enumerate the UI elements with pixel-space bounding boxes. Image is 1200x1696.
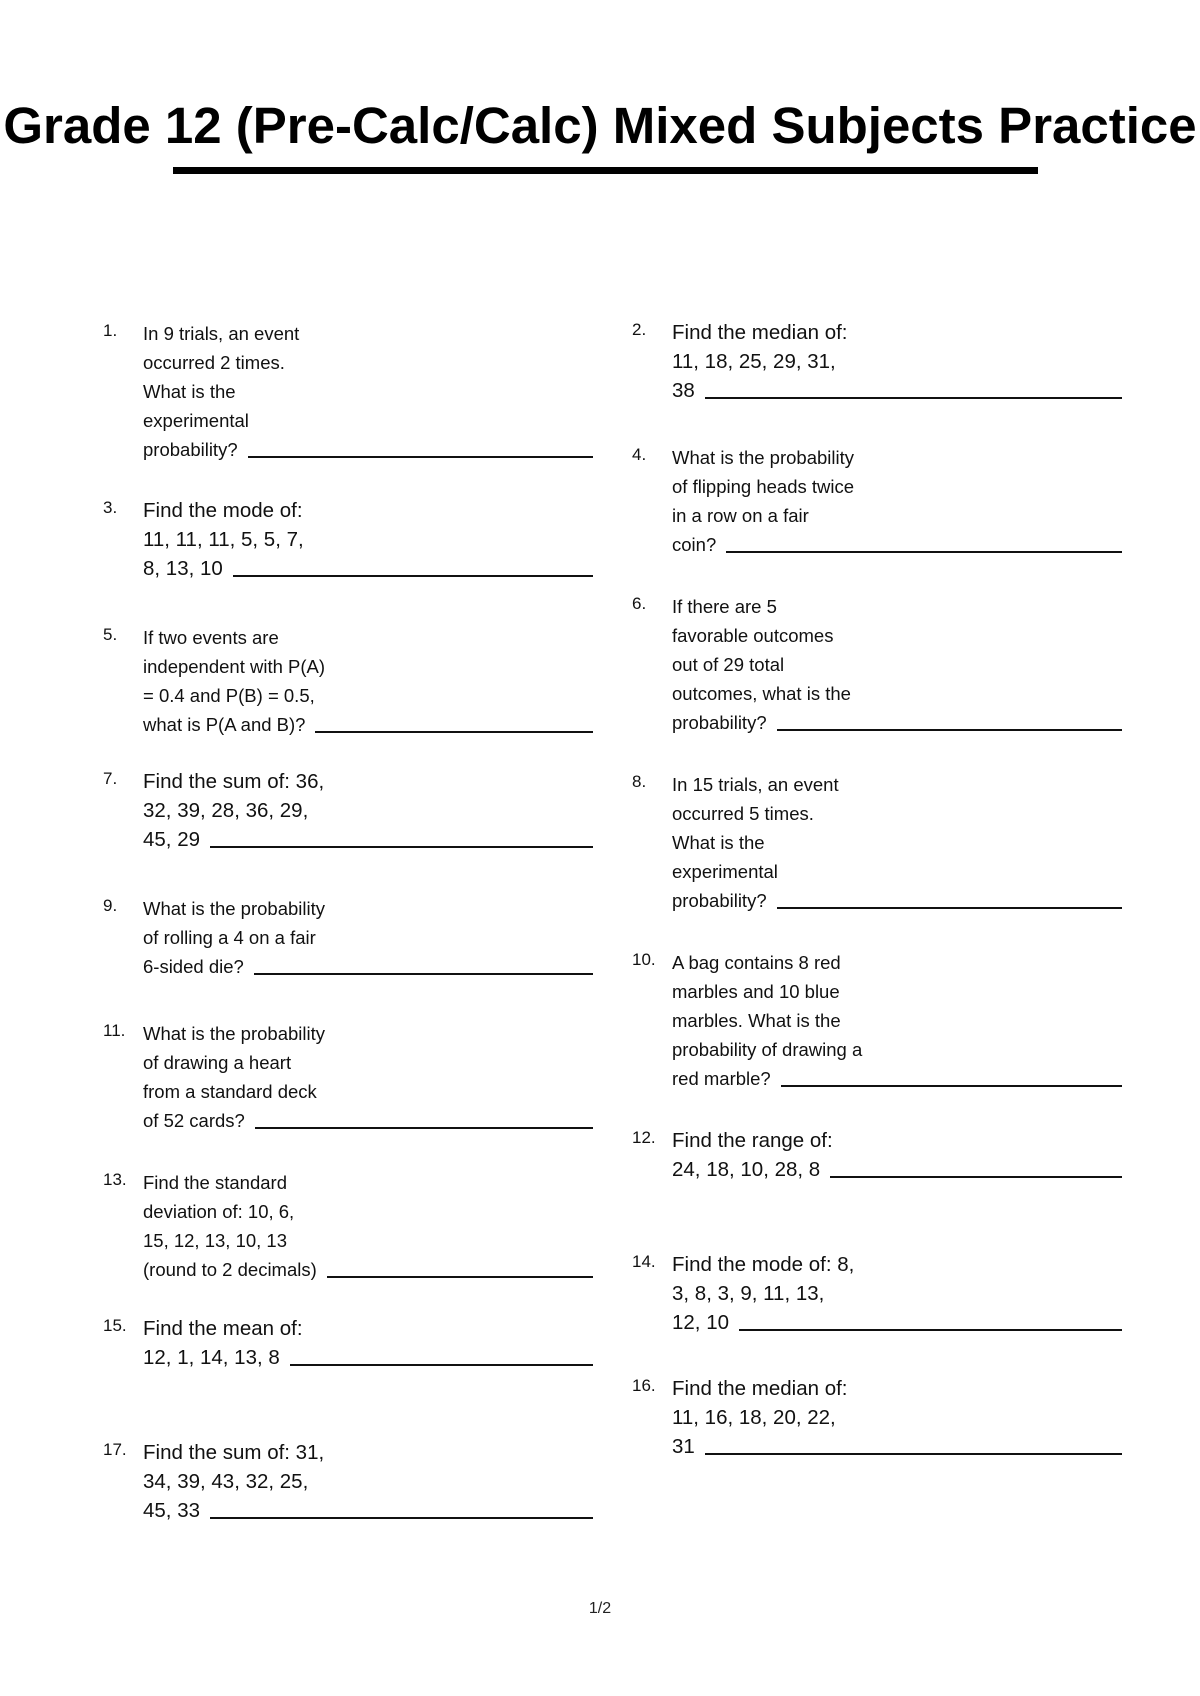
question-number: 8. — [632, 772, 647, 791]
question-text: 31 — [672, 1435, 695, 1458]
question-text: 34, 39, 43, 32, 25, — [143, 1470, 309, 1493]
question-text: probability? — [672, 890, 767, 911]
answer-blank[interactable] — [290, 1364, 593, 1366]
answer-blank[interactable] — [233, 575, 593, 577]
question-text: 12, 1, 14, 13, 8 — [143, 1346, 280, 1369]
question-text: of 52 cards? — [143, 1110, 245, 1131]
question-text: 32, 39, 28, 36, 29, — [143, 799, 309, 822]
answer-blank[interactable] — [705, 1453, 1122, 1455]
answer-blank[interactable] — [327, 1276, 593, 1278]
question-text: red marble? — [672, 1068, 771, 1089]
question-number: 5. — [103, 625, 118, 644]
answer-blank[interactable] — [830, 1176, 1122, 1178]
question-text: 3, 8, 3, 9, 11, 13, — [672, 1282, 825, 1305]
question-text: Find the median of: — [672, 1377, 848, 1400]
question-text: 38 — [672, 379, 695, 402]
title-underline — [173, 167, 1038, 174]
question-text: 11, 16, 18, 20, 22, — [672, 1406, 836, 1429]
question-text: of drawing a heart — [143, 1052, 292, 1073]
question-text: independent with P(A) — [143, 656, 326, 677]
question-number: 15. — [103, 1316, 127, 1335]
answer-blank[interactable] — [739, 1329, 1122, 1331]
question-text: Find the sum of: 36, — [143, 770, 325, 793]
question-text: from a standard deck — [143, 1081, 317, 1102]
question-text: of flipping heads twice — [672, 476, 855, 497]
question-text: 12, 10 — [672, 1311, 729, 1334]
question-text: 6-sided die? — [143, 956, 244, 977]
question-number: 4. — [632, 445, 647, 464]
question-text: What is the — [143, 381, 236, 402]
question-text: In 15 trials, an event — [672, 774, 839, 795]
question-text: coin? — [672, 534, 717, 555]
question-number: 12. — [632, 1128, 656, 1147]
question-text: outcomes, what is the — [672, 683, 851, 704]
question-text: 15, 12, 13, 10, 13 — [143, 1230, 288, 1251]
question-text: occurred 5 times. — [672, 803, 814, 824]
question-text: in a row on a fair — [672, 505, 809, 526]
question-text: Find the standard — [143, 1172, 287, 1193]
question-text: 11, 11, 11, 5, 5, 7, — [143, 528, 304, 551]
question-text: 45, 29 — [143, 828, 200, 851]
page-number: 1/2 — [588, 1600, 612, 1617]
question-text: marbles. What is the — [672, 1010, 841, 1031]
answer-blank[interactable] — [255, 1127, 593, 1129]
question-text: probability? — [143, 439, 238, 460]
answer-blank[interactable] — [777, 729, 1122, 731]
question-text: Find the median of: — [672, 321, 848, 344]
question-text: probability? — [672, 712, 767, 733]
question-text: marbles and 10 blue — [672, 981, 840, 1002]
question-text: = 0.4 and P(B) = 0.5, — [143, 685, 315, 706]
question-number: 1. — [103, 321, 118, 340]
question-number: 3. — [103, 498, 118, 517]
question-text: what is P(A and B)? — [143, 714, 306, 735]
question-number: 10. — [632, 950, 656, 969]
answer-blank[interactable] — [210, 1517, 593, 1519]
question-number: 16. — [632, 1376, 656, 1395]
question-number: 7. — [103, 769, 118, 788]
question-text: 8, 13, 10 — [143, 557, 223, 580]
question-text: (round to 2 decimals) — [143, 1259, 317, 1280]
answer-blank[interactable] — [248, 456, 593, 458]
question-text: A bag contains 8 red — [672, 952, 841, 973]
question-text: probability of drawing a — [672, 1039, 863, 1060]
question-text: experimental — [672, 861, 778, 882]
question-text: Find the mean of: — [143, 1317, 303, 1340]
question-text: occurred 2 times. — [143, 352, 285, 373]
question-number: 13. — [103, 1170, 127, 1189]
question-text: What is the probability — [143, 898, 326, 919]
answer-blank[interactable] — [726, 551, 1122, 553]
question-number: 17. — [103, 1440, 127, 1459]
question-text: deviation of: 10, 6, — [143, 1201, 295, 1222]
question-number: 9. — [103, 896, 118, 915]
question-text: Find the sum of: 31, — [143, 1441, 325, 1464]
answer-blank[interactable] — [781, 1085, 1122, 1087]
question-text: out of 29 total — [672, 654, 785, 675]
question-number: 2. — [632, 320, 647, 339]
question-number: 11. — [103, 1021, 126, 1040]
answer-blank[interactable] — [777, 907, 1122, 909]
question-text: Find the range of: — [672, 1129, 833, 1152]
question-text: What is the probability — [672, 447, 855, 468]
question-text: of rolling a 4 on a fair — [143, 927, 316, 948]
answer-blank[interactable] — [254, 973, 593, 975]
question-text: What is the — [672, 832, 765, 853]
question-text: In 9 trials, an event — [143, 323, 300, 344]
answer-blank[interactable] — [210, 846, 593, 848]
question-text: What is the probability — [143, 1023, 326, 1044]
question-text: 11, 18, 25, 29, 31, — [672, 350, 836, 373]
question-text: Find the mode of: 8, — [672, 1253, 855, 1276]
question-text: If two events are — [143, 627, 279, 648]
question-text: 45, 33 — [143, 1499, 200, 1522]
question-text: 24, 18, 10, 28, 8 — [672, 1158, 821, 1181]
question-text: If there are 5 — [672, 596, 777, 617]
question-text: favorable outcomes — [672, 625, 834, 646]
answer-blank[interactable] — [705, 397, 1122, 399]
page-title: Grade 12 (Pre-Calc/Calc) Mixed Subjects Practice — [3, 97, 1197, 154]
question-text: Find the mode of: — [143, 499, 303, 522]
question-number: 14. — [632, 1252, 656, 1271]
answer-blank[interactable] — [315, 731, 593, 733]
question-text: experimental — [143, 410, 249, 431]
question-number: 6. — [632, 594, 647, 613]
